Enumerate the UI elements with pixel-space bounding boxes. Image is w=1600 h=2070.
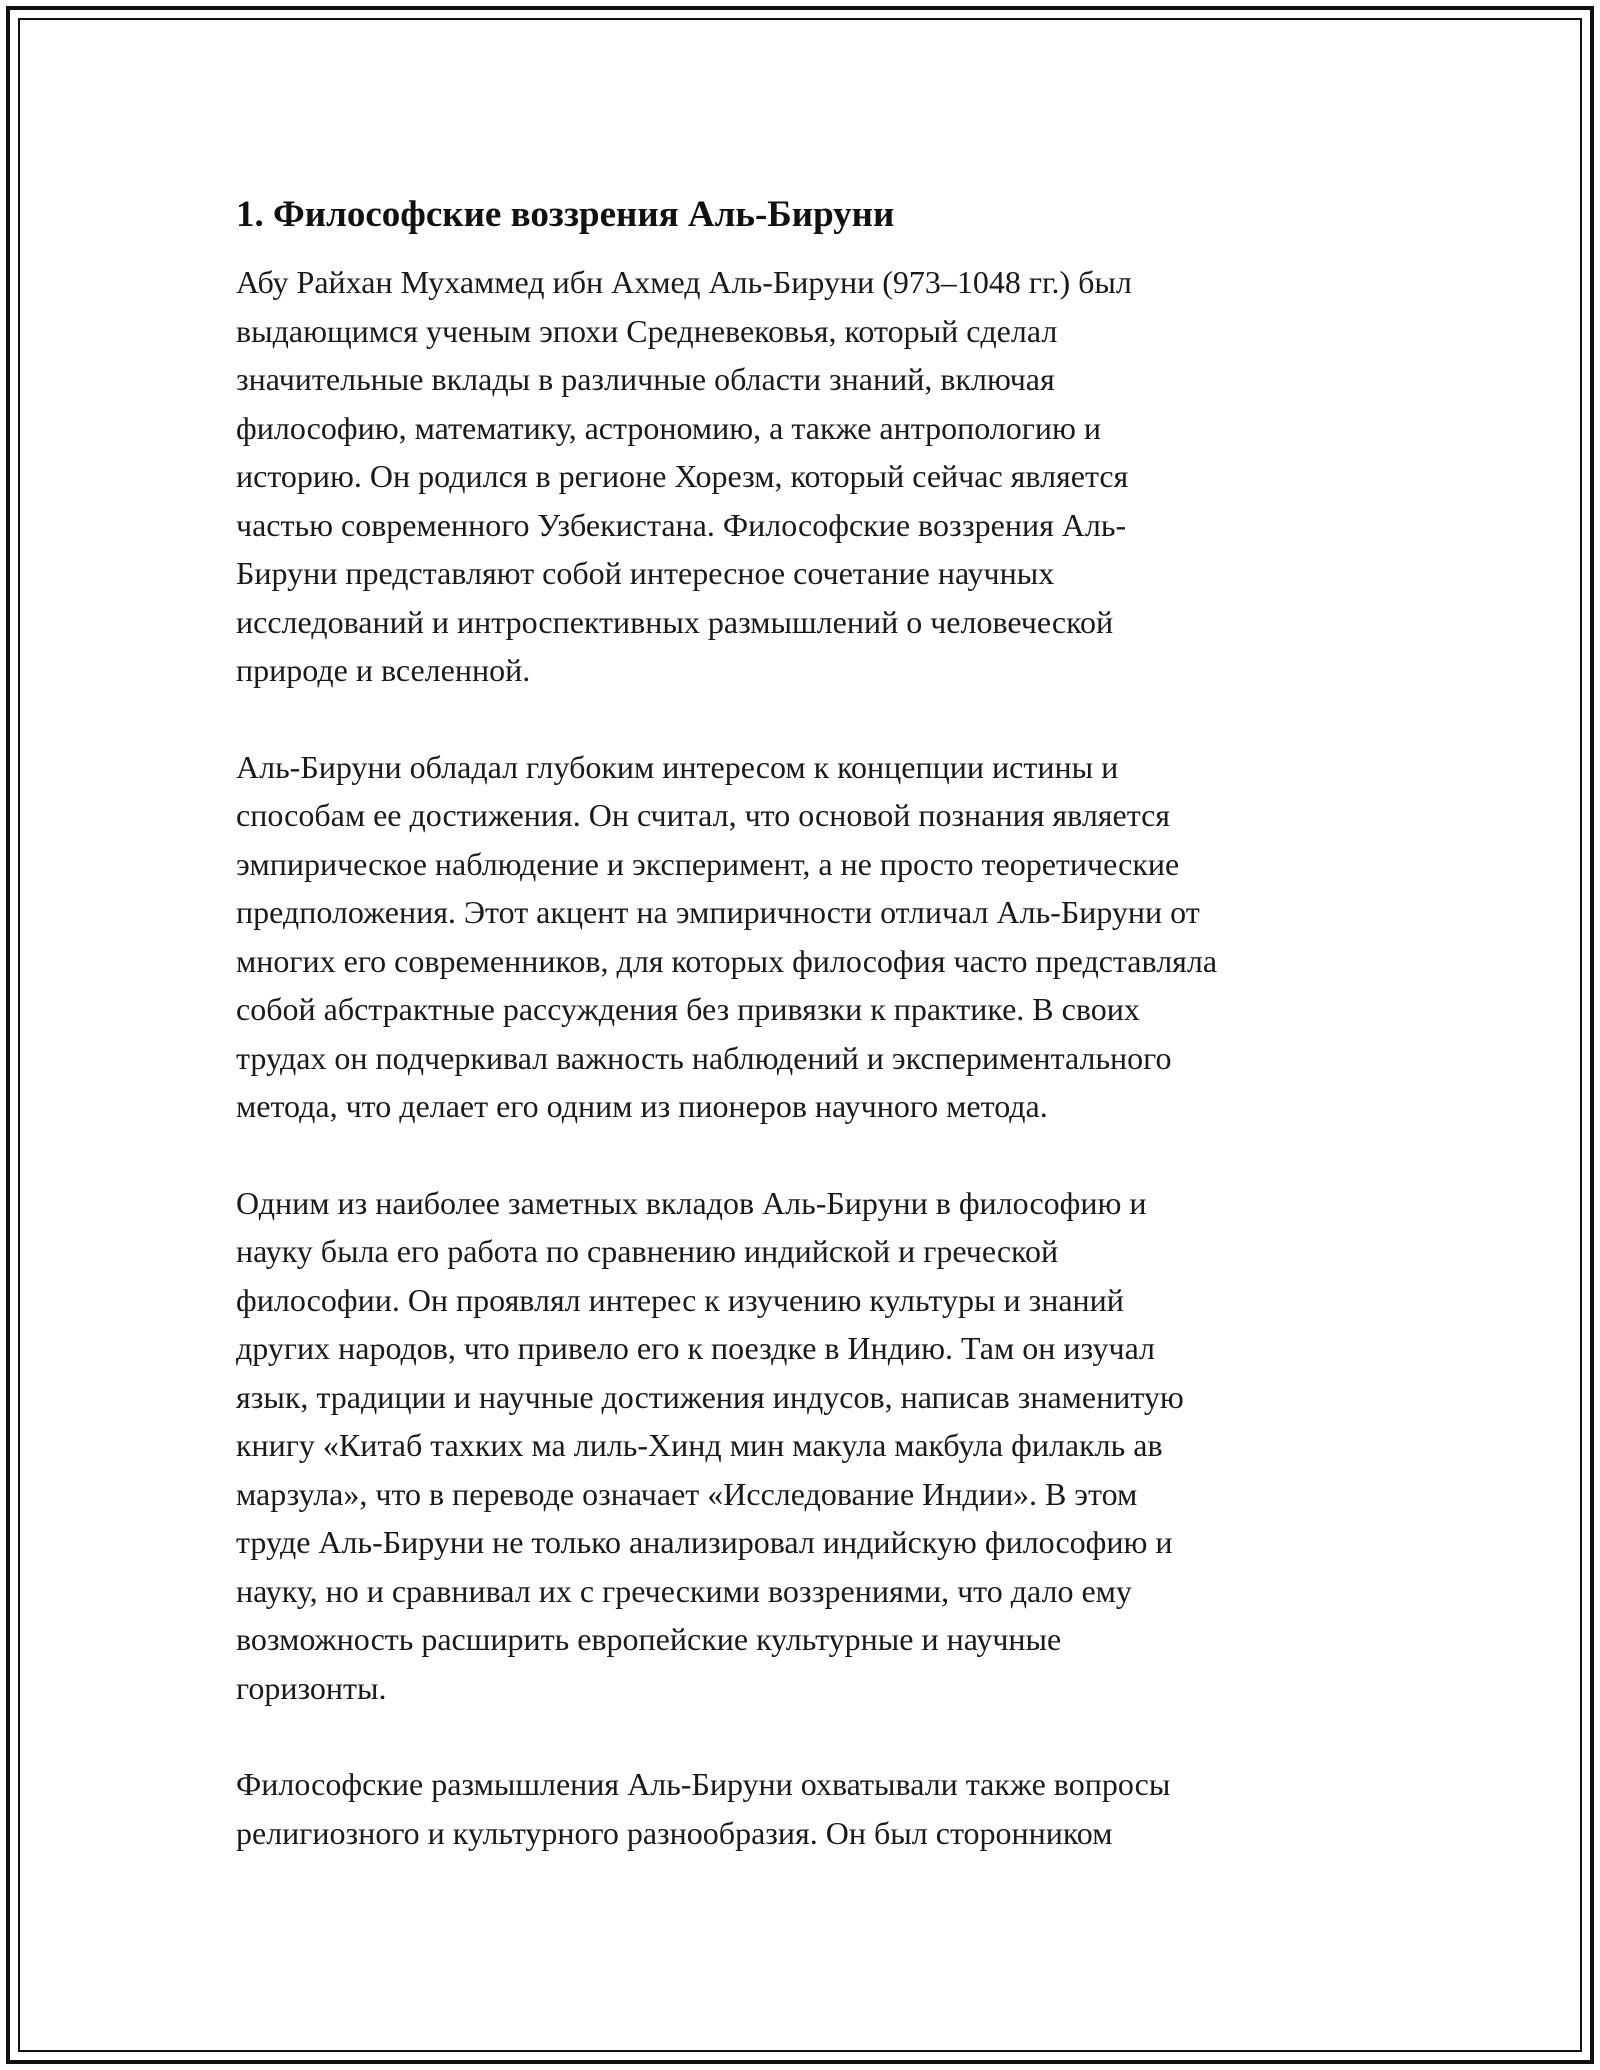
section-heading: 1. Философские воззрения Аль-Бируни	[236, 194, 895, 235]
paragraph-1: Абу Райхан Мухаммед ибн Ахмед Аль-Бируни (973–1048 гг.) был выдающимся ученым эпохи Средневековья, который сделал значительные вклады в различные области знаний, включая философию, математику, астрономию, а также антропологию и историю. Он родился в регионе Хорезм, который сейчас является частью современного Узбекистана. Философские воззрения Аль- Бируни представляют собой интересное сочетание научных исследований и интроспективных размышлений о человеческой природе и вселенной.	[236, 264, 1132, 688]
paragraph-4: Философские размышления Аль-Бируни охватывали также вопросы религиозного и культурного разнообразия. Он был сторонником	[236, 1766, 1171, 1851]
paragraph-2: Аль-Бируни обладал глубоким интересом к концепции истины и способам ее достижения. Он считал, что основой познания является эмпирическое наблюдение и эксперимент, а не просто теоретические предположения. Этот акцент на эмпиричности отличал Аль-Бируни от многих его современников, для которых философия часто представляла собой абстрактные рассуждения без привязки к практике. В своих трудах он подчеркивал важность наблюдений и экспериментального метода, что делает его одним из пионеров научного метода.	[236, 748, 1218, 1124]
paragraph-3: Одним из наиболее заметных вкладов Аль-Бируни в философию и науку была его работа по сравнению индийской и греческой философии. Он проявлял интерес к изучению культуры и знаний других народов, что привело его к поездке в Индию. Там он изучал язык, традиции и научные достижения индусов, написав знаменитую книгу «Китаб тахких ма лиль-Хинд мин макула макбула филакль ав марзула», что в переводе означает «Исследование Индии». В этом труде Аль-Бируни не только анализировал индийскую философию и науку, но и сравнивал их с греческими воззрениями, что дало ему возможность расширить европейские культурные и научные горизонты.	[236, 1184, 1184, 1706]
document-body	[236, 190, 1386, 1905]
